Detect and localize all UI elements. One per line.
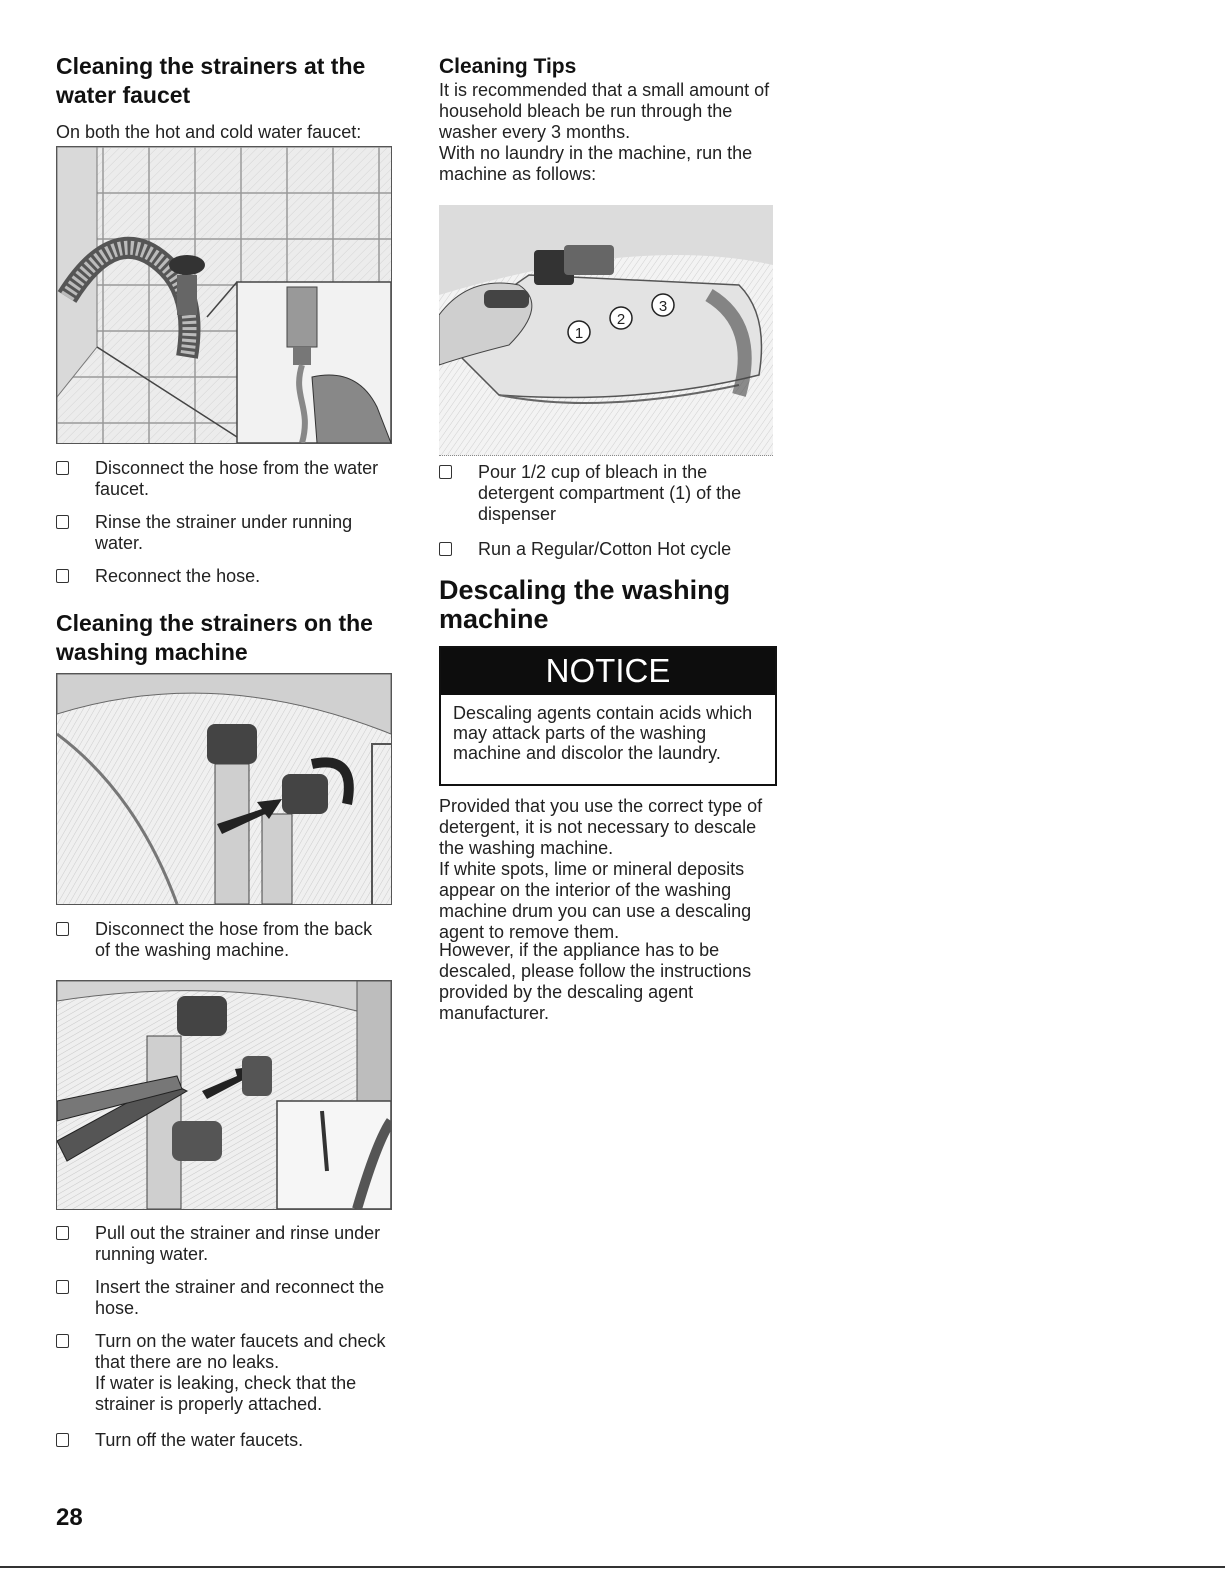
checkbox-icon (439, 542, 452, 556)
descaling-paragraph-1: Provided that you use the correct type of detergent, it is not necessary to descale the washing machine. (439, 796, 763, 858)
checkbox-icon (56, 515, 69, 529)
heading-descaling: Descaling the washing machine (439, 575, 731, 634)
heading-strainers-faucet: Cleaning the strainers at the water faucet (56, 53, 366, 108)
checkbox-icon (56, 1433, 69, 1447)
notice-text: Descaling agents contain acids which may attack parts of the washing machine and discolor the laundry. (453, 703, 753, 763)
descaling-paragraph-2: If white spots, lime or mineral deposits appear on the interior of the washing machine drum you can use a descaling agent to remove them. (439, 859, 752, 942)
checkbox-icon (56, 1334, 69, 1348)
dispenser-illustration (439, 205, 773, 456)
heading-strainers-machine: Cleaning the strainers on the washing machine (56, 610, 373, 665)
checkbox-icon (56, 1226, 69, 1240)
svg-text:3: 3 (658, 298, 668, 315)
tips-paragraph-2: With no laundry in the machine, run the machine as follows: (439, 143, 753, 184)
strainer-removal-illustration (56, 980, 392, 1210)
checkbox-icon (439, 465, 452, 479)
descaling-paragraph-3: However, if the appliance has to be descaled, please follow the instructions provided by the descaling agent manufacturer. (439, 940, 752, 1023)
machine-hose-illustration (56, 673, 392, 905)
notice-box (439, 646, 777, 786)
checkbox-icon (56, 569, 69, 583)
faucet-strainer-illustration (56, 146, 392, 444)
heading-cleaning-tips: Cleaning Tips (439, 55, 577, 78)
checkbox-icon (56, 1280, 69, 1294)
bottom-rule (0, 1566, 1225, 1568)
checkbox-icon (56, 922, 69, 936)
notice-label: NOTICE (545, 652, 671, 689)
svg-text:2: 2 (616, 311, 626, 328)
intro-faucet: On both the hot and cold water faucet: (56, 122, 362, 142)
checkbox-icon (56, 461, 69, 475)
page-number: 28 (56, 1504, 83, 1531)
tips-paragraph-1: It is recommended that a small amount of household bleach be run through the washer every 3 months. (439, 80, 770, 142)
svg-text:1: 1 (574, 325, 584, 342)
notice-banner (441, 648, 775, 695)
